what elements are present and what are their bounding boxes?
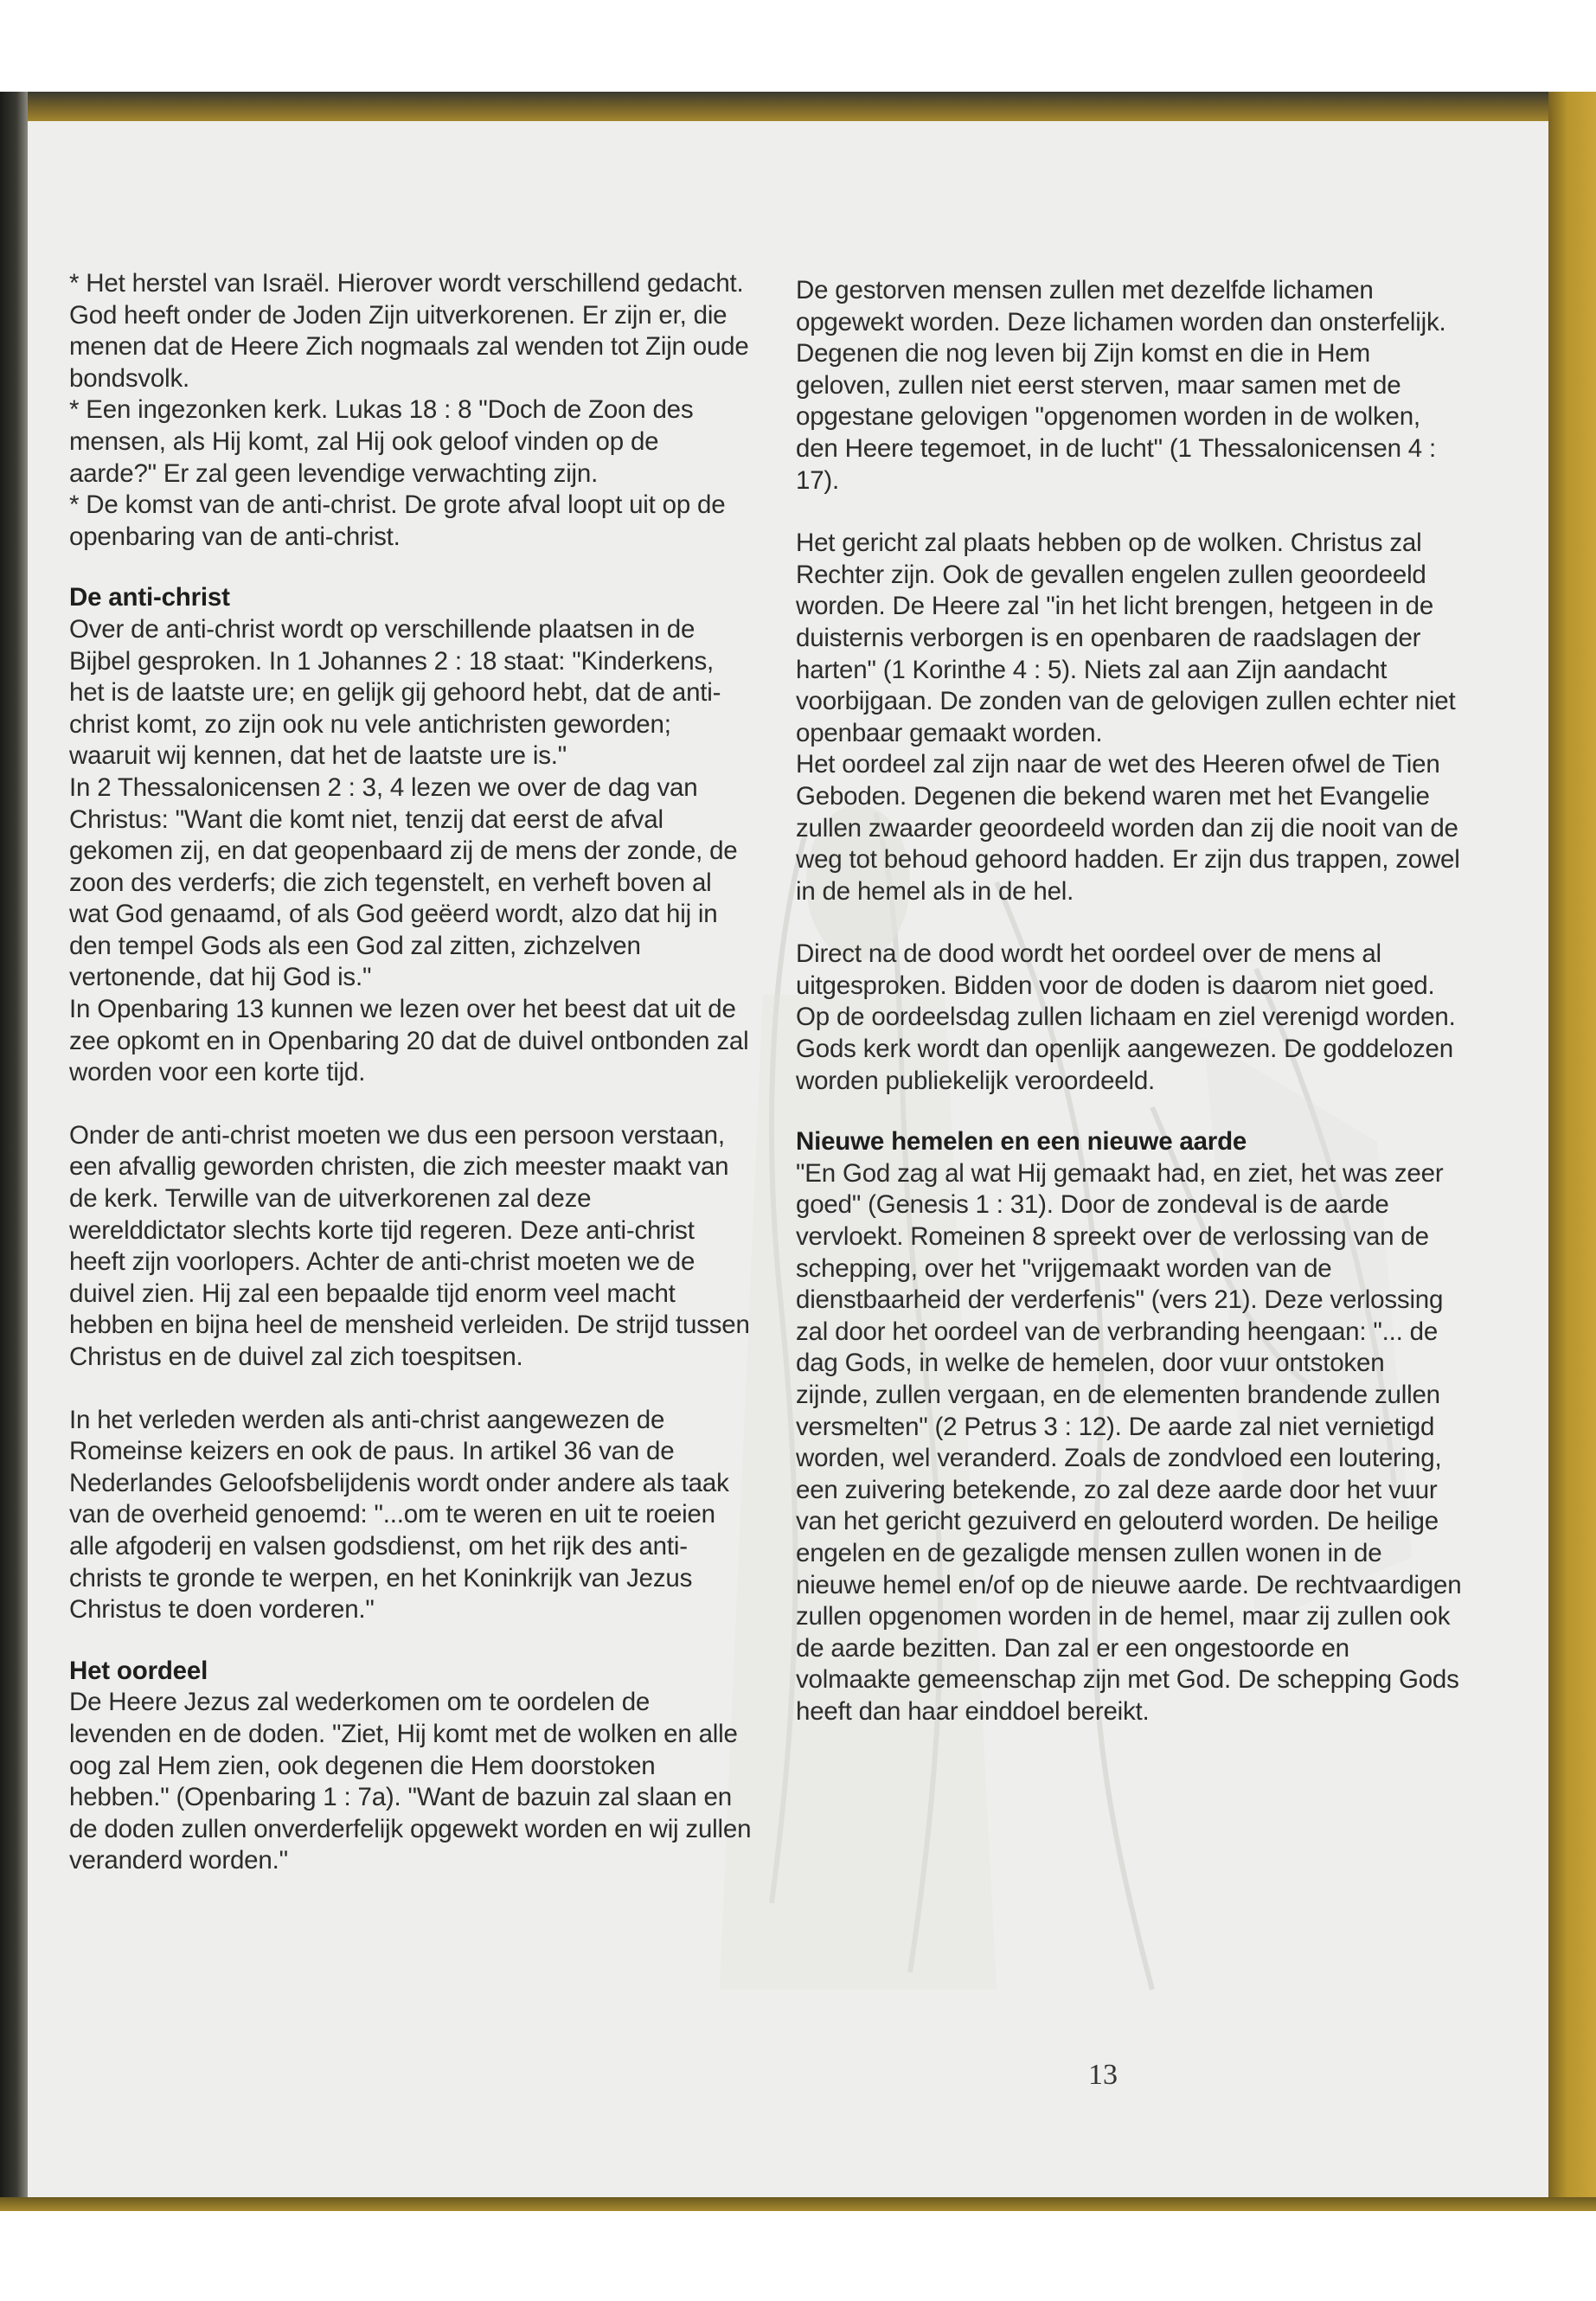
body-paragraph: "En God zag al wat Hij gemaakt had, en ziet, het was zeer goed" (Genesis 1 : 31). Door de zondeval is de aarde vervloekt. Romeinen 8 spreekt over de verlossing van de schepping, over het "vrijgemaakt worden van de dienstbaarheid der verderfenis" (vers 21). Deze verlossing zal door het oordeel van de verbranding heengaan: "... de dag Gods, in welke de hemelen, door vuur ontstoken zijnde, zullen vergaan, en de elementen brandende zullen versmelten" (2 Petrus 3 : 12). De aarde zal niet vernietigd worden, wel veranderd. Zoals de zondvloed een loutering, een zuivering betekende, zo zal deze aarde door het vuur van het gericht gezuiverd en gelouterd worden. De heilige engelen en de gezaligde mensen zullen wonen in de nieuwe hemel en/of op de nieuwe aarde. De rechtvaardigen zullen opgenomen worden in de hemel, maar zij zullen ook de aarde bezitten. Dan zal er een ongestoorde en volmaakte gemeenschap zijn met God. De schepping Gods heeft dan haar einddoel bereikt. [796,1158,1462,1726]
body-paragraph: Direct na de dood wordt het oordeel over de mens al uitgesproken. Bidden voor de doden is daarom niet goed. Op de oordeelsdag zullen lichaam en ziel verenigd worden. Gods kerk wordt dan openlijk aangewezen. De goddelozen worden publiekelijk veroordeeld. [796,939,1456,1095]
intro-paragraph: * Een ingezonken kerk. Lukas 18 : 8 "Doch de Zoon des mensen, als Hij komt, zal Hij ook geloof vinden op de aarde?" Er zal geen levendige verwachting zijn. [69,395,694,488]
intro-paragraph: * De komst van de anti-christ. De grote afval loopt uit op de openbaring van de anti-christ. [69,490,726,551]
book-edge-top [0,92,1596,123]
body-paragraph: Over de anti-christ wordt op verschillende plaatsen in de Bijbel gesproken. In 1 Johannes 2 : 18 staat: "Kinderkens, het is de laatste ure; en gelijk gij gehoord hebt, dat de anti-christ komt, zo zijn ook nu vele antichristen geworden; waaruit wij kennen, dat het de laatste ure is." [69,614,721,771]
heading-nieuwe-hemelen: Nieuwe hemelen en een nieuwe aarde [796,1127,1247,1157]
body-paragraph: Onder de anti-christ moeten we dus een persoon verstaan, een afvallig geworden christen, die zich meester maakt van de kerk. Terwille van de uitverkorenen zal deze werelddictator slechts korte tijd regeren. Deze anti-christ heeft zijn voorlopers. Achter de anti-christ moeten we de duivel zien. Hij zal een bepaalde tijd enorm veel macht hebben en bijna heel de mensheid verleiden. De strijd tussen Christus en de duivel zal zich toespitsen. [69,1120,750,1371]
scan-background-top [0,0,1596,93]
left-column [69,268,753,1877]
book-cover-edge [1548,92,1596,2211]
heading-het-oordeel: Het oordeel [69,1656,208,1685]
book-binding [0,92,28,2211]
body-paragraph: In 2 Thessalonicensen 2 : 3, 4 lezen we over de dag van Christus: "Want die komt niet, tenzij dat eerst de afval gekomen zij, en dat geopenbaard zij de mens der zonde, de zoon des verderfs; die zich tegenstelt, en verheft boven al wat God genaamd, of als God geëerd wordt, alzo dat hij in den tempel Gods als een God zal zitten, zichzelven vertonende, dat hij God is." [69,772,738,992]
heading-anti-christ: De anti-christ [69,583,230,612]
book-edge-bottom [0,2197,1596,2211]
body-paragraph: In het verleden werden als anti-christ aangewezen de Romeinse keizers en ook de paus. In artikel 36 van de Nederlandes Geloofsbelijdenis wordt onder andere als taak van de overheid genoemd: "...om te weren en uit te roeien alle afgoderij en valsen godsdienst, om het rijk des anti-christs te gronde te werpen, en het Koninkrijk van Jezus Christus te doen vorderen." [69,1405,729,1625]
intro-paragraph: * Het herstel van Israël. Hierover wordt verschillend gedacht. God heeft onder de Joden Zijn uitverkorenen. Er zijn er, die menen dat de Heere Zich nogmaals zal wenden tot Zijn oude bondsvolk. [69,269,749,393]
body-paragraph: Het gericht zal plaats hebben op de wolken. Christus zal Rechter zijn. Ook de gevallen engelen zullen geoordeeld worden. De Heere zal "in het licht brengen, hetgeen in de duisternis verborgen is en openbaren de raadslagen der harten" (1 Korinthe 4 : 5). Niets zal aan Zijn aandacht voorbijgaan. De zonden van de gelovigen zullen echter niet openbaar gemaakt worden. [796,529,1456,747]
body-paragraph: In Openbaring 13 kunnen we lezen over het beest dat uit de zee opkomt en in Openbaring 20 dat de duivel ontbonden zal worden voor een korte tijd. [69,995,749,1087]
right-column [796,275,1462,1728]
page-number: 13 [1088,2059,1118,2091]
scan-background-bottom [0,2211,1596,2301]
body-paragraph: De gestorven mensen zullen met dezelfde lichamen opgewekt worden. Deze lichamen worden dan onsterfelijk. Degenen die nog leven bij Zijn komst en die in Hem geloven, zullen niet eerst sterven, maar samen met de opgestane gelovigen "opgenomen worden in de wolken, den Heere tegemoet, in de lucht" (1 Thessalonicensen 4 : 17). [796,276,1446,495]
body-paragraph: Het oordeel zal zijn naar de wet des Heeren ofwel de Tien Geboden. Degenen die bekend waren met het Evangelie zullen zwaarder geoordeeld worden dan zij die nooit van de weg tot behoud gehoord hadden. Er zijn dus trappen, zowel in de hemel als in de hel. [796,750,1460,906]
book-page [28,121,1548,2199]
body-paragraph: De Heere Jezus zal wederkomen om te oordelen de levenden en de doden. "Ziet, Hij komt met de wolken en alle oog zal Hem zien, ook degenen die Hem doorstoken hebben." (Openbaring 1 : 7a). "Want de bazuin zal slaan en de doden zullen onverderfelijk opgewekt worden en wij zullen veranderd worden." [69,1688,752,1875]
